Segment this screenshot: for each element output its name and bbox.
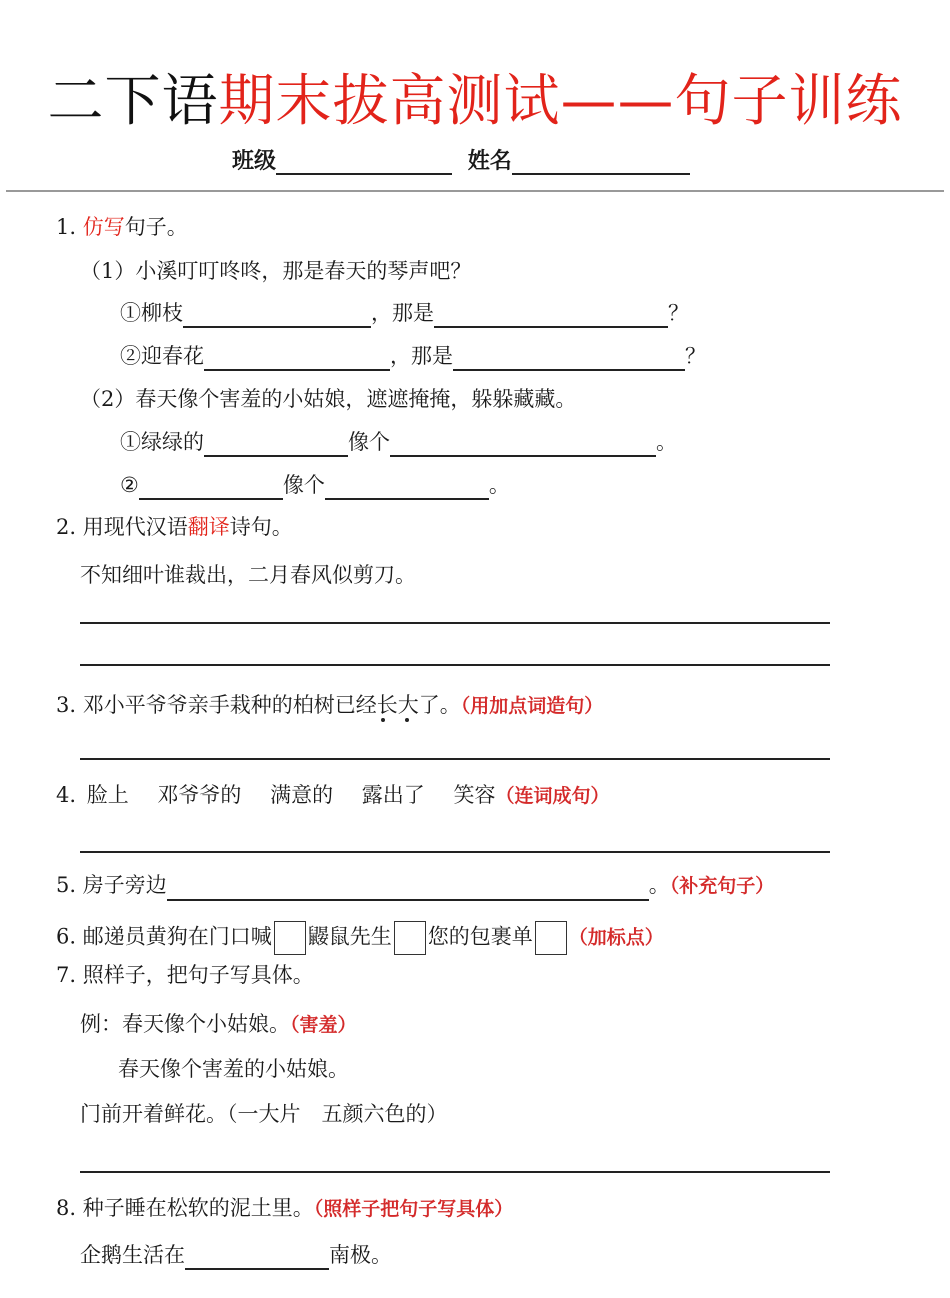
q7-example-answer: 春天像个害羞的小姑娘。 [118, 1057, 349, 1081]
q1-item-2a-mid: 像个 [348, 430, 390, 454]
q5-prefix: 5. 房子旁边 [56, 873, 167, 897]
q4-heading [56, 780, 610, 811]
punctuation-box-2[interactable] [394, 921, 426, 955]
q4-word: 笑容 [453, 783, 496, 807]
q1-item-2b-end: 。 [488, 473, 510, 497]
q6-part-1: 6. 邮递员黄狗在门口喊 [56, 924, 272, 949]
q1-blank-1a-1[interactable] [183, 302, 371, 328]
q2-keyword: 翻译 [187, 515, 230, 539]
q2-instruction-pre: 用现代汉语 [82, 515, 188, 539]
emphasis-dot [405, 718, 409, 722]
q6-hint: （加标点） [568, 926, 664, 949]
q1-item-1b-prefix: ②迎春花 [120, 344, 204, 368]
q8-sentence: 8. 种子睡在松软的泥土里。 [56, 1196, 314, 1220]
q4-number: 4. [56, 783, 77, 807]
q1-item-2b [120, 470, 510, 500]
class-label: 班级 [232, 149, 277, 174]
emphasis-dot [381, 718, 385, 722]
q3-sentence: 3. 邓小平爷爷亲手栽种的柏树已经长大了。 [56, 693, 461, 717]
q7-task: 门前开着鲜花。（一大片 五颜六色的） [80, 1102, 448, 1126]
punctuation-box-1[interactable] [274, 921, 306, 955]
q6-heading [56, 921, 664, 955]
title-grade: 二下语 [47, 69, 219, 134]
name-label: 姓名 [467, 149, 512, 174]
q1-number: 1. [56, 215, 77, 239]
q7-example-hint: （害羞） [290, 1014, 357, 1036]
q1-item-2b-mid: 像个 [282, 473, 325, 497]
punctuation-box-3[interactable] [535, 921, 567, 955]
q4-word: 露出了 [361, 783, 425, 807]
q5-blank[interactable] [167, 875, 649, 901]
q1-item-1a [120, 298, 689, 328]
q8-prefix: 企鹅生活在 [80, 1243, 185, 1267]
q1-item-1a-mid: ，那是 [371, 301, 434, 325]
q5-hint: （补充句子） [669, 875, 775, 897]
q2-poem: 不知细叶谁裁出，二月春风似剪刀。 [80, 563, 416, 587]
q4-word: 邓爷爷的 [157, 783, 242, 807]
q1-item-1b-end: ？ [685, 344, 706, 368]
q6-part-3: 您的包裹单 [427, 924, 533, 949]
q7-answer-line[interactable] [80, 1171, 830, 1173]
q8-task [80, 1240, 392, 1270]
q8-suffix: 南极。 [329, 1243, 392, 1267]
q1-item-1b [120, 341, 706, 371]
q1-instruction: 句子。 [124, 215, 188, 239]
q2-instruction-post: 诗句。 [229, 515, 293, 539]
q1-item-1a-prefix: ①柳枝 [120, 301, 183, 325]
name-bar [232, 144, 690, 175]
q1-sentence-2: （2）春天像个害羞的小姑娘，遮遮掩掩，躲躲藏藏。 [80, 387, 577, 411]
q4-word: 满意的 [270, 783, 334, 807]
q8-blank[interactable] [185, 1244, 329, 1270]
q1-item-2a [120, 427, 677, 457]
q8-hint: （照样子把句子写具体） [313, 1198, 514, 1220]
q1-blank-1b-2[interactable] [453, 345, 685, 371]
q1-blank-2b-2[interactable] [325, 474, 489, 500]
q8-heading [56, 1193, 513, 1224]
name-field[interactable] [512, 147, 690, 175]
q1-sentence-1: （1）小溪叮叮咚咚，那是春天的琴声吧？ [80, 259, 472, 283]
q2-heading [56, 512, 293, 542]
q1-blank-2a-2[interactable] [390, 431, 656, 457]
page-title [0, 62, 950, 142]
q4-word: 脸上 [86, 783, 129, 807]
q1-item-2a-prefix: ①绿绿的 [120, 430, 204, 454]
q1-blank-1a-2[interactable] [434, 302, 668, 328]
q1-keyword: 仿写 [82, 215, 125, 239]
q1-heading [56, 212, 188, 242]
q1-item-2a-end: 。 [656, 430, 677, 454]
q3-answer-line[interactable] [80, 758, 830, 760]
q1-blank-2a-1[interactable] [204, 431, 348, 457]
q2-answer-line-2[interactable] [80, 664, 830, 666]
q1-item-2b-prefix: ② [120, 473, 139, 497]
q5-heading [56, 870, 774, 901]
title-topic: 期末拔高测试——句子训练 [218, 69, 903, 134]
q4-answer-line[interactable] [80, 851, 830, 853]
q2-answer-line-1[interactable] [80, 622, 830, 624]
q4-hint: （连词成句） [495, 785, 610, 807]
q6-part-2: 鼹鼠先生 [307, 924, 392, 949]
q7-heading: 7. 照样子，把句子写具体。 [56, 963, 314, 987]
q1-blank-2b-1[interactable] [139, 474, 283, 500]
q5-end: 。 [648, 873, 670, 897]
q1-blank-1b-1[interactable] [204, 345, 390, 371]
q7-example [80, 1009, 357, 1040]
q1-item-1b-mid: ，那是 [390, 344, 453, 368]
header-divider [6, 190, 944, 192]
q7-example-text: 例：春天像个小姑娘。 [80, 1012, 290, 1036]
q2-number: 2. [56, 515, 77, 539]
q3-hint: （用加点词造句） [460, 695, 604, 717]
q3-heading [56, 690, 603, 721]
q1-item-1a-end: ？ [668, 301, 689, 325]
class-field[interactable] [276, 147, 452, 175]
